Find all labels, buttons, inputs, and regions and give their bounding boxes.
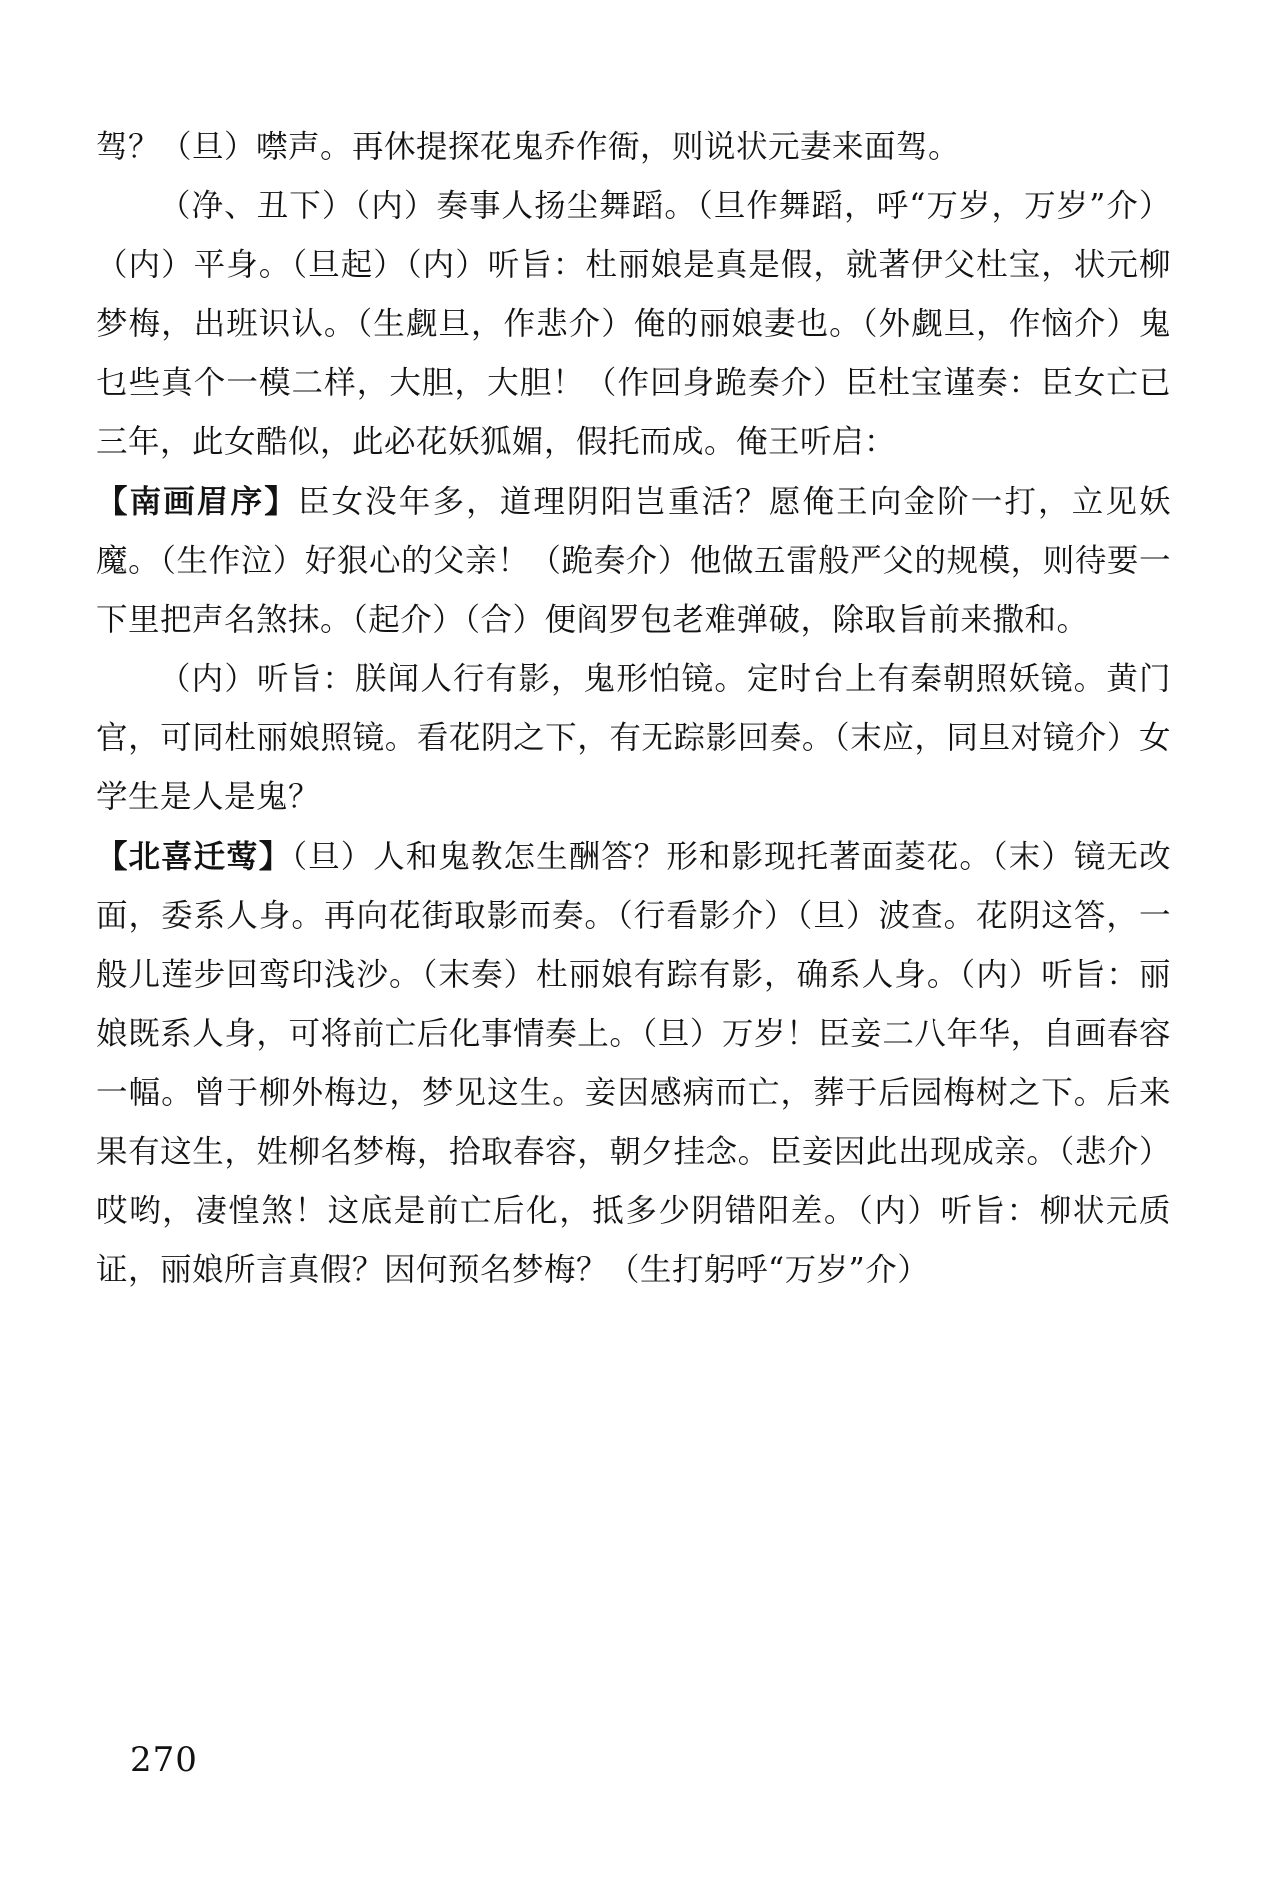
paragraph-5 — [96, 827, 1171, 1300]
paragraph-2: （净、丑下）（内）奏事人扬尘舞蹈。（旦作舞蹈，呼“万岁，万岁”介）（内）平身。（旦起）（内）听旨：杜丽娘是真是假，就著伊父杜宝，状元柳梦梅，出班识认。（生觑旦，作悲介）俺的丽娘妻也。（外觑旦，作恼介）鬼乜些真个一模二样，大胆，大胆！（作回身跪奏介）臣杜宝谨奏：臣女亡已三年，此女酷似，此必花妖狐媚，假托而成。俺王听启： — [96, 188, 1171, 460]
paragraph-5-text: （旦）人和鬼教怎生酬答？形和影现托著面菱花。（末）镜无改面，委系人身。再向花街取影而奏。（行看影介）（旦）波查。花阴这答，一般儿莲步回鸾印浅沙。（末奏）杜丽娘有踪有影，确系人身。（内）听旨：丽娘既系人身，可将前亡后化事情奏上。（旦）万岁！臣妾二八年华，自画春容一幅。曾于柳外梅边，梦见这生。妾因感病而亡，葬于后园梅树之下。后来果有这生，姓柳名梦梅，拾取春容，朝夕挂念。臣妾因此出现成亲。（悲介）哎哟，凄惶煞！这底是前亡后化，抵多少阴错阳差。（内）听旨：柳状元质证，丽娘所言真假？因何预名梦梅？（生打躬呼“万岁”介） — [96, 839, 1171, 1288]
paragraph-3-text: 臣女没年多，道理阴阳岂重活？愿俺王向金阶一打，立见妖魔。（生作泣）好狠心的父亲！（跪奏介）他做五雷般严父的规模，则待要一下里把声名煞抹。（起介）（合）便阎罗包老难弹破，除取旨前来撒和。 — [96, 484, 1171, 638]
tune-title-nan-huameixu: 【南画眉序】 — [96, 483, 298, 520]
paragraph-1: 驾？（旦）噤声。再休提探花鬼乔作衙，则说状元妻来面驾。 — [96, 129, 961, 165]
tune-title-bei-xiqianying: 【北喜迁莺】 — [96, 838, 292, 875]
page-text-body — [96, 118, 1171, 1300]
page-number: 270 — [130, 1740, 198, 1780]
paragraph-3 — [96, 472, 1171, 650]
paragraph-4: （内）听旨：朕闻人行有影，鬼形怕镜。定时台上有秦朝照妖镜。黄门官，可同杜丽娘照镜。看花阴之下，有无踪影回奏。（末应，同旦对镜介）女学生是人是鬼？ — [96, 661, 1171, 815]
